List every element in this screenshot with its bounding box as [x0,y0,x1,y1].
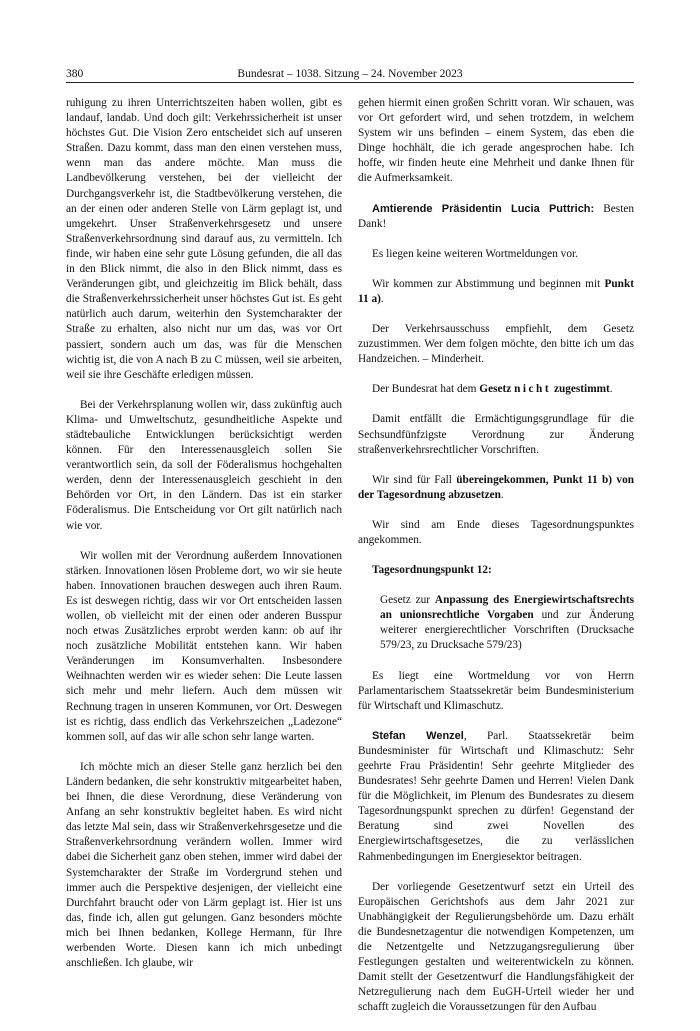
right-paragraph-9: Es liegt eine Wortmeldung vor von Herrn Parlamentarischem Staatssekretär beim Bundesministerium für Wirtschaft und Klimaschutz. [358,669,634,712]
agenda-decision: übereingekommen, Punkt 11 b) von der Tagesordnung abzusetzen [358,473,634,501]
speaker-paragraph-president [358,202,634,232]
text-fragment: . [380,292,384,305]
speaker-text-wenzel: , Parl. Staatssekretär beim Bundesminister für Wirtschaft und Klimaschutz: Sehr geehrte Frau Präsidentin! Sehr geehrte Mitglieder des Bundesrates! Sehr geehrte Damen und Herren! Vielen Dank für die Möglichkeit, im Plenum des Bundesrates zu diesem Tagesordnungspunkt sprechen zu dürfen! Gegenstand der Beratung sind zwei Novellen des Energiewirtschaftsgesetzes, die zu verlässlichen Rahmenbedingungen im Energiesektor beitragen. [358,729,634,863]
vote-result-negation: nicht [514,383,552,396]
law-title: Anpassung des Energiewirtschaftsrechts an unionsrechtliche Vorgaben [380,594,635,622]
left-column [66,96,342,986]
right-paragraph-4: Der Verkehrsausschuss empfiehlt, dem Gesetz zuzustimmen. Wer dem folgen möchte, den bitte ich um das Handzeichen. – Minderheit. [358,323,634,366]
page-number: 380 [66,68,84,80]
speaker-text-president: Besten Dank! [358,202,634,230]
right-paragraph-6: Damit entfällt die Ermächtigungsgrundlage für die Sechsundfünfzigste Verordnung zur Änderung straßenverkehrsrechtlicher Vorschriften. [358,413,634,456]
header-rule [66,82,634,83]
right-paragraph-2: Es liegen keine weiteren Wortmeldungen vor. [372,247,578,260]
text-fragment: Der Bundesrat hat dem [372,383,480,396]
left-paragraph-2: Bei der Verkehrsplanung wollen wir, dass zukünftig auch Klima- und Umweltschutz, gesundheitliche Aspekte und städtebauliche Entwicklungen berücksichtigt werden können. Für den Interessenausgleich sollen Sie verantwortlich sein, da soll der Föderalismus hochgehalten werden, denn der Interessenausgleich geschieht in den Behörden vor Ort, in den Ländern. Das ist ein starker Föderalismus. Die Entscheidung vor Ort gilt natürlich nach wie vor. [66,398,342,532]
agenda-item-title: Tagesordnungspunkt 12: [372,564,492,577]
text-fragment: . [609,383,613,396]
running-title: Bundesrat – 1038. Sitzung – 24. November 2023 [237,68,463,80]
page-header [66,66,634,82]
right-column [358,96,634,1031]
text-fragment: Wir kommen zur Abstimmung und beginnen mit [372,277,605,290]
speaker-name-president: Amtierende Präsidentin Lucia Puttrich: [372,202,595,215]
text-fragment: und zur Änderung weiterer energierechtlicher Vorschriften (Drucksache 579/23, zu Drucksache 579/23) [380,609,634,652]
right-paragraph-8: Wir sind am Ende dieses Tagesordnungspunktes angekommen. [358,518,634,546]
text-fragment: Gesetz zur [380,594,435,607]
speaker-name-wenzel: Stefan Wenzel [372,729,464,742]
vote-result-term: Gesetz [479,383,512,396]
right-paragraph-5 [358,382,634,397]
right-paragraph-7 [358,473,634,503]
left-paragraph-1: ruhigung zu ihren Unterrichtszeiten haben wollen, gibt es landauf, landab. Und doch gilt: Verkehrssicherheit ist unser höchstes Gut. Die Vision Zero entscheidet sich auf unseren Straßen. Dazu kommt, dass man den einen verstehen muss, wenn man das andere möchte. Man muss die Landbevölkerung verstehen, bei der vielleicht der Durchgangsverkehr ist, die Stadtbevölkerung verstehen, die an der einen oder anderen Stelle von Lärm geplagt ist, und umgekehrt. Unser Straßenverkehrsgesetz und unsere Straßenverkehrsordnung sind darauf aus, zu vermitteln. Ich finde, wir haben eine sehr gute Lösung gefunden, die all das in den Blick nimmt, die also in den Blick nimmt, dass es Veränderungen gibt, und gleichzeitig im Blick behält, dass die Straßenverkehrssicherheit unser höchstes Gut ist. Es geht natürlich auch darum, weiterhin den Systemcharakter der Straße zu erhalten, also nicht nur um das, was vor Ort passiert, sondern auch um das, was für die Menschen wichtig ist, die von A nach B zu C müssen, weil sie arbeiten, weil sie ihre Geschäfte erledigen müssen. [66,97,342,381]
speaker-paragraph-wenzel [358,729,634,865]
right-paragraph-3 [358,277,634,307]
vote-result-term: zugestimmt [553,383,610,396]
right-paragraph-1: gehen hiermit einen großen Schritt voran. Wir schauen, was vor Ort gefordert wird, und sehen trotzdem, in welchem System wir uns befinden – einem System, das eben die Dinge hochhält, die ich gerade angesprochen habe. Ich hoffe, wir finden heute eine Mehrheit und danke Ihnen für die Aufmerksamkeit. [358,97,634,185]
agenda-item-ref: Punkt 11 a) [358,277,634,305]
right-paragraph-10: Der vorliegende Gesetzentwurf setzt ein Urteil des Europäischen Gerichtshofs aus dem Jahr 2021 zur Unabhängigkeit der Regulierungsbehörde um. Dazu erhält die Bundesnetzagentur die notwendigen Kompetenzen, um die Netzentgelte und Netzzugangsregulierung über Festlegungen gestalten und weiterentwickeln zu können. Damit stellt der Gesetzentwurf die Handlungsfähigkeit der Netzregulierung nach dem EuGH-Urteil wieder her und schafft zugleich die Voraussetzungen für den Aufbau [358,880,634,1014]
agenda-item-description [358,593,634,653]
text-fragment: . [500,488,504,501]
text-fragment: Wir sind für Fall [372,473,457,486]
left-paragraph-3: Wir wollen mit der Verordnung außerdem Innovationen stärken. Innovationen lösen Probleme dort, wo wir sie heute haben. Innovationen brauchen deswegen auch ihren Raum. Es ist deswegen richtig, dass wir vor Ort entscheiden lassen wollen, ob vielleicht mit der einen oder anderen Busspur noch etwas Zusätzliches erprobt werden kann: ob auf ihr noch zusätzliche Mobilität entstehen kann. Wir haben Veränderungen im Konsumverhalten. Insbesondere Weihnachten werden wir es wieder sehen: Die Leute lassen sich mehr und mehr liefern. Auch dem müssen wir Rechnung tragen in unseren Kommunen, vor Ort. Deswegen ist es richtig, dass endlich das Verkehrszeichen „Ladezone“ kommen soll, auf das wir alle schon sehr lange warten. [66,549,342,743]
left-paragraph-4: Ich möchte mich an dieser Stelle ganz herzlich bei den Ländern bedanken, die sehr konstruktiv mitgearbeitet haben, bei Ihnen, die diese Verordnung, diese Veränderung von Anfang an sehr konstruktiv begleitet haben. Es wird nicht das letzte Mal sein, dass wir Straßenverkehrsgesetze und die Straßenverkehrsordnung verändern wollen. Immer wird dabei die Sicherheit ganz oben stehen, immer wird dabei der Systemcharakter der Straße im Vordergrund stehen und immer auch die Perspektive desjenigen, der vielleicht eine Durchfahrt braucht oder von Lärm geplagt ist. Hier ist uns das, finde ich, allen gut gelungen. Ganz besonders möchte mich bei Ihnen bedanken, Kollege Hermann, für Ihre werbenden Worte. Diesen kann ich mich unbedingt anschließen. Ich glaube, wir [66,760,342,970]
